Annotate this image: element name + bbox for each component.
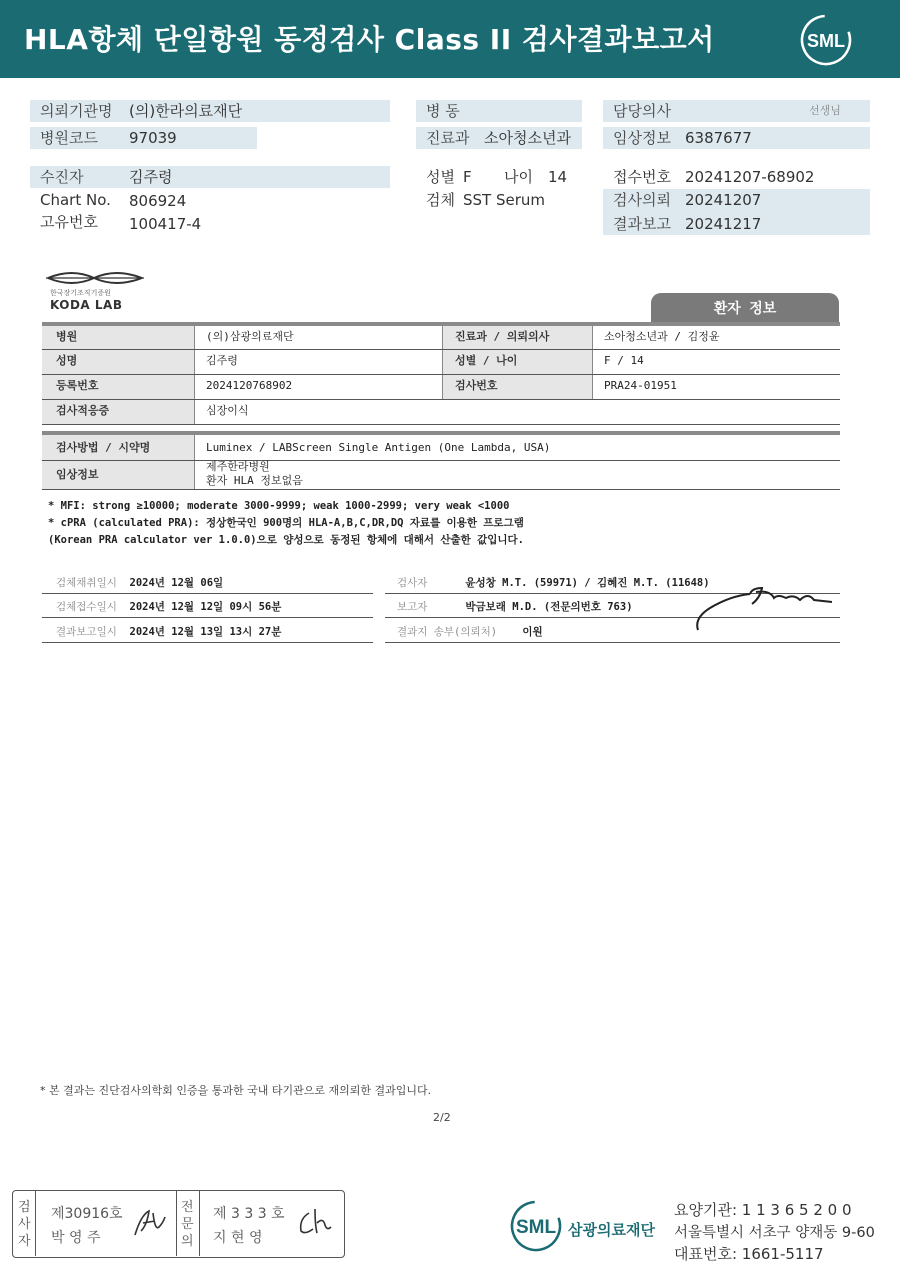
collect-datetime: 검체채취일시 2024년 12월 06일 bbox=[56, 577, 224, 589]
report-title: HLA항체 단일항원 동정검사 Class II 검사결과보고서 bbox=[24, 23, 715, 56]
sign-rule bbox=[42, 593, 373, 594]
row-rule bbox=[42, 374, 840, 375]
specimen-label: 검체 bbox=[426, 191, 455, 209]
specimen-value: SST Serum bbox=[463, 191, 546, 209]
patient-field: 수진자 김주령 bbox=[30, 166, 390, 188]
clinical-info-field: 임상정보 6387677 bbox=[603, 127, 870, 149]
mfi-note: * MFI: strong ≥10000; moderate 3000-9999; weak 1000-2999; very weak <1000 bbox=[48, 500, 510, 512]
sign-rule bbox=[385, 642, 840, 643]
age-value: 14 bbox=[548, 168, 568, 186]
report-header bbox=[0, 0, 900, 78]
sign-rule bbox=[42, 617, 373, 618]
chart-no-value: 806924 bbox=[129, 192, 187, 210]
sex-value: F bbox=[463, 168, 472, 186]
sml-foundation-logo-icon bbox=[508, 1198, 564, 1254]
koda-lab-name: KODA LAB bbox=[50, 298, 123, 312]
name-label: 성명 bbox=[56, 354, 78, 367]
row-rule bbox=[42, 460, 840, 461]
stamp-tester-label: 검사자 bbox=[18, 1200, 31, 1249]
dept-doctor-label: 진료과 / 의뢰의사 bbox=[455, 330, 550, 343]
sign-rule bbox=[42, 642, 373, 643]
foundation-name: 삼광의료재단 bbox=[568, 1221, 655, 1239]
sml-logo-icon bbox=[798, 12, 854, 68]
column-divider bbox=[442, 326, 443, 399]
address: 서울특별시 서초구 양재동 9-60 bbox=[674, 1225, 875, 1241]
stamp-specialist-no: 제 3 3 3 호 bbox=[213, 1206, 285, 1222]
table-clinical-line1: 제주한라병원 bbox=[206, 460, 270, 473]
receive-datetime: 검체접수일시 2024년 12월 12일 09시 56분 bbox=[56, 601, 282, 613]
svg-text:SML: SML bbox=[515, 1217, 557, 1238]
test-number-value: PRA24-01951 bbox=[604, 379, 677, 392]
column-divider bbox=[194, 326, 195, 424]
receipt-label: 접수번호 bbox=[613, 168, 671, 186]
phone: 대표번호: 1661-5117 bbox=[674, 1245, 824, 1263]
stamp-specialist-name: 지 현 영 bbox=[213, 1230, 263, 1246]
signature-stamp bbox=[12, 1190, 345, 1258]
institution-field: 의뢰기관명 (의)한라의료재단 bbox=[30, 100, 390, 122]
specialist-signature-icon bbox=[295, 1205, 339, 1239]
receipt-value: 20241207-68902 bbox=[685, 168, 815, 186]
column-divider bbox=[592, 326, 593, 399]
request-report-field: 검사의뢰 20241207 결과보고 20241217 bbox=[603, 189, 870, 235]
stamp-specialist-label: 전문의 bbox=[181, 1200, 194, 1249]
table-clinical-label: 임상정보 bbox=[56, 468, 99, 481]
registration-value: 2024120768902 bbox=[206, 379, 293, 392]
doctor-field: 담당의사 선생님 bbox=[603, 100, 870, 122]
department-field: 진료과 소아청소년과 bbox=[416, 127, 582, 149]
hospital-value: (의)삼광의료재단 bbox=[206, 330, 294, 343]
row-rule bbox=[42, 489, 840, 490]
koda-org-name: 한국장기조직기증원 bbox=[50, 289, 111, 297]
cpra-note: * cPRA (calculated PRA): 정상한국인 900명의 HLA-A,B,C,DR,DQ 자료를 이용한 프로그램 bbox=[48, 517, 524, 529]
stamp-tester-name: 박 영 주 bbox=[51, 1230, 101, 1246]
sex-age-value: F / 14 bbox=[604, 354, 644, 367]
hospital-label: 병원 bbox=[56, 330, 78, 343]
row-rule bbox=[42, 424, 840, 425]
method-value: Luminex / LABScreen Single Antigen (One Lambda, USA) bbox=[206, 441, 551, 454]
test-number-label: 검사번호 bbox=[455, 379, 498, 392]
row-rule bbox=[42, 399, 840, 400]
svg-text:SML: SML bbox=[807, 31, 845, 51]
report-datetime: 결과보고일시 2024년 12월 13일 13시 27분 bbox=[56, 626, 282, 638]
ward-field: 병 동 bbox=[416, 100, 582, 122]
unique-no-value: 100417-4 bbox=[129, 215, 202, 233]
cpra-note-cont: (Korean PRA calculator ver 1.0.0)으로 양성으로 동정된 항체에 대해서 산출한 값입니다. bbox=[48, 534, 525, 546]
name-value: 김주령 bbox=[206, 354, 238, 367]
patient-info-tab: 환자 정보 bbox=[651, 293, 839, 323]
registration-label: 등록번호 bbox=[56, 379, 99, 392]
care-code: 요양기관: 1 1 3 6 5 2 0 0 bbox=[674, 1201, 852, 1219]
unique-no-label: 고유번호 bbox=[40, 213, 98, 231]
stamp-tester-no: 제30916호 bbox=[51, 1206, 123, 1222]
dept-doctor-value: 소아청소년과 / 김정윤 bbox=[604, 330, 720, 343]
tester-signature-icon bbox=[131, 1205, 171, 1239]
sex-label: 성별 bbox=[426, 168, 455, 186]
table-clinical-line2: 환자 HLA 정보없음 bbox=[206, 474, 303, 487]
hospital-code-field: 병원코드 97039 bbox=[30, 127, 257, 149]
method-label: 검사방법 / 시약명 bbox=[56, 441, 151, 454]
send-row: 결과지 송부(의뢰처) 이원 bbox=[397, 626, 543, 638]
page-number: 2/2 bbox=[433, 1111, 451, 1124]
footer-note: * 본 결과는 진단검사의학회 인증을 통과한 국내 타기관으로 재의뢰한 결과입니다. bbox=[40, 1084, 432, 1097]
age-label: 나이 bbox=[504, 168, 533, 186]
sex-age-label: 성별 / 나이 bbox=[455, 354, 518, 367]
indication-value: 심장이식 bbox=[206, 404, 249, 417]
column-divider bbox=[194, 435, 195, 489]
reporter-signature-icon bbox=[690, 578, 840, 634]
reporter-row: 보고자 박금보래 M.D. (전문의번호 763) bbox=[397, 601, 633, 613]
chart-no-label: Chart No. bbox=[40, 191, 111, 209]
indication-label: 검사적응증 bbox=[56, 404, 110, 417]
tester-row: 검사자 윤성창 M.T. (59971) / 김혜진 M.T. (11648) bbox=[397, 577, 710, 589]
row-rule bbox=[42, 349, 840, 350]
